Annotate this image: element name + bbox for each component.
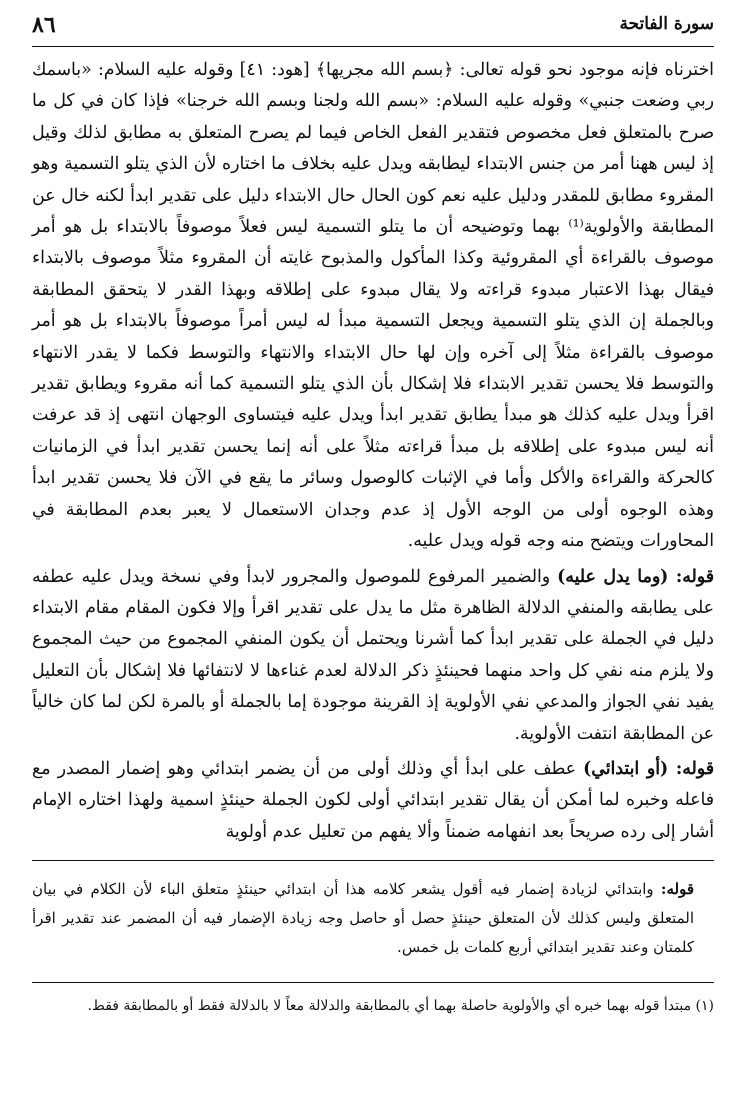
main-text xyxy=(32,55,714,848)
paragraph-1: اخترناه فإنه موجود نحو قوله تعالى: ﴿بسم الله مجريها﴾ [هود: ٤١] وقوله عليه السلام: «باسمك ربي وضعت جنبي» وقوله عليه السلام: «بسم الله ولجنا وبسم الله خرجنا» فإذا كان في كل ما صرح بالمتعلق فعل مخصوص فتقدير الفعل الخاص فيما لم يصرح المتعلق به مطابق لذلك وقيل إذ ليس ههنا أمر من جنس الابتداء ليطابقه ويدل عليه بخلاف ما اختاره لأن الذي يتلو التسمية وهو المقروء مطابق للمقدر ودليل عليه نعم كون الحال حال الابتداء دليل على تقدير ابدأ لكنه خال عن المطابقة والأولوية⁽¹⁾ بهما وتوضيحه أن ما يتلو التسمية ليس فعلاً موصوفاً بالابتداء بل هو أمر موصوف بالقراءة أي المقروئية وكذا المأكول والمذبوح غايته أن المقروء مثلاً موصوف بالابتداء فيقال بهذا الاعتبار مبدوء قراءته ولا يقال مبدوء على إطلاقه وبهذا القدر لا يتحقق المطابقة وبالجملة إن الذي يتلو التسمية ويجعل التسمية مبدأ له ليس أمراً موصوفاً بالابتداء بل هو أمر موصوف بالقراءة مثلاً إلى آخره وإن لها حال الابتداء والانتهاء والتوسط فكما لا يقدر الانتهاء والتوسط فلا يحسن تقدير الابتداء فلا إشكال بأن الذي يتلو التسمية كما أنه مقروء ويطابق تقدير اقرأ ويدل عليه كذلك هو مبدأ يطابق تقدير ابدأ ويدل عليه فيتساوى الوجهان انتهى إذ قد عرفت أنه ليس مبدوء على إطلاقه بل مبدأ قراءته مثلاً على أنه إنما يحسن تقدير ابدأ في الزمانيات كالحركة والقراءة والأكل وأما في الإثبات كالوصول وسائر ما يقع في الآن فلا يحسن تقدير ابدأ وهذه الوجوه أولى من الوجه الأول إذ عدم وجدان الاستعمال لا يعبر بعدم المطابقة في المحاورات ويتضح منه وجه قوله ويدل عليه. xyxy=(32,60,715,552)
paragraph-text: عطف على ابدأ أي وذلك أولى من أن يضمر ابتدائي وهو إضمار المصدر مع فاعله وخبره لما أمكن أن يقال تقدير ابتدائي أولى لكون الجملة حينئذٍ اسمية ولهذا اختاره الإمام أشار إلى رده صريحاً بعد انفهامه ضمناً وألا يفهم من تعليل عدم أولوية xyxy=(32,758,714,842)
book-page xyxy=(0,10,752,1098)
footnote-divider xyxy=(32,982,714,983)
page-number: ٨٦ xyxy=(32,12,56,38)
gloss-text: وابتدائي لزيادة إضمار فيه أقول يشعر كلامه هذا أن ابتدائي حينئذٍ متعلق الباء لأن الكلام في بيان المتعلق وليس كذلك لأن المتعلق حينئذٍ حصل أو حاصل وجه زيادة الإضمار فيه أن المضمر عند تقدير اقرأ كلمتان وعند تقدير ابتدائي أربع كلمات بل خمس. xyxy=(32,880,694,957)
paragraph-3 xyxy=(32,754,714,848)
lemma-heading: قوله: (وما يدل عليه) xyxy=(557,566,714,587)
footnote: (١) مبتدأ قوله بهما خبره أي والأولوية حاصلة بهما أي بالمطابقة والدلالة معاً لا بالدلالة فقط أو بالمطابقة فقط. xyxy=(87,998,714,1015)
paragraph-2 xyxy=(32,562,714,750)
gloss-lemma: قوله: xyxy=(660,880,694,899)
lemma-heading: قوله: (أو ابتدائي) xyxy=(583,758,714,779)
running-title: سورة الفاتحة xyxy=(619,14,714,34)
paragraph-text: والضمير المرفوع للموصول والمجرور لابدأ وفي نسخة ويدل عليه عطفه على يطابقه والمنفي الدلالة الظاهرة مثل ما يدل على تقدير اقرأ وإلا فكون المقام مقام الابتداء دليل في الجملة على تقدير ابدأ كما أشرنا ويحتمل أن يكون المنفي المجموع من حيث المجموع ولا يلزم منه نفي كل واحد منهما فحينئذٍ ذكر الدلالة لعدم غناءها لا لانتفائها فلا إشكال بأن التعليل يفيد نفي الجواز والمدعي نفي الأولوية إذ القرينة موجودة إما بالجملة أو بالمرة لكن لما كان خالياً عن المطابقة انتفت الأولوية. xyxy=(32,566,714,744)
page-header xyxy=(32,10,714,47)
gloss-section xyxy=(32,875,714,962)
gloss-divider xyxy=(32,860,714,861)
